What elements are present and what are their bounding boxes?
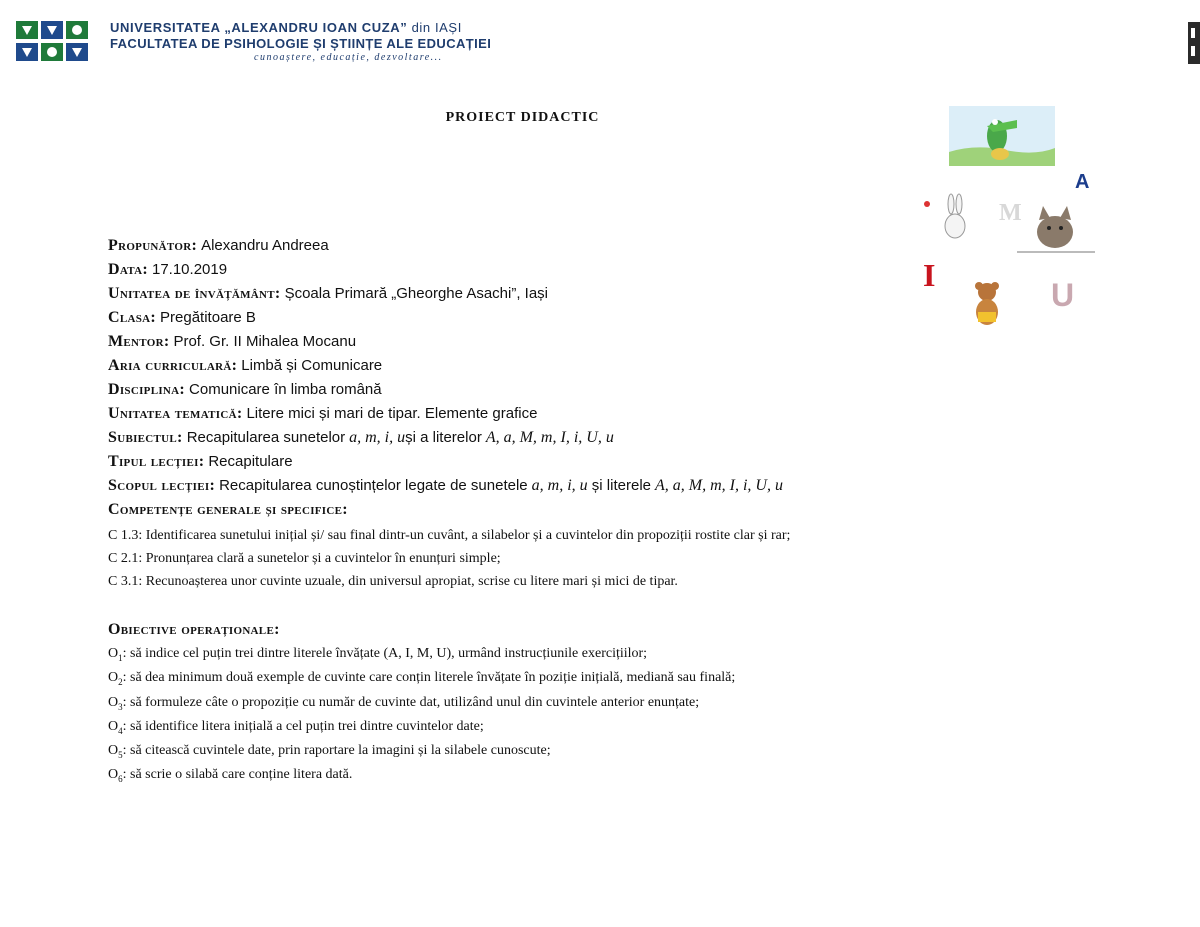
obiectiv-item: $O_4$: să identifice litera inițială a cel puțin trei dintre cuvintelor date; [108, 718, 484, 736]
rabbit-picture-icon [924, 194, 965, 238]
competente-heading: Competențe generale și specifice: [108, 501, 348, 518]
obiectiv-item: $O_1$: să indice cel puțin trei dintre literele învățate (A, I, M, U), urmând instrucțiunile exercițiilor; [108, 646, 648, 663]
field-subiectul: Subiectul: Recapitularea sunetelor a, m, i, uși a literelor A, a, M, m, I, i, U, u [108, 429, 614, 446]
teddy-bear-picture-icon [975, 282, 999, 325]
obiectiv-item: $O_5$: să citească cuvintele date, prin raportare la imagini și la silabele cunoscute; [108, 743, 551, 760]
faculty-motto: cunoaștere, educație, dezvoltare... [254, 52, 443, 63]
letter-a: A [1075, 171, 1090, 193]
competenta-item: C 2.1: Pronunțarea clară a sunetelor și a cuvintelor în enunțuri simple; [108, 551, 501, 566]
letter-m: M [999, 200, 1022, 226]
corner-logo-fragment-icon [1186, 20, 1200, 66]
letter-u: U [1051, 277, 1075, 313]
competente-list [108, 524, 790, 593]
field-clasa: Clasa: Pregătitoare B [108, 309, 256, 326]
obiectiv-item: $O_2$: să dea minimum două exemple de cuvinte care conțin literele învățate în poziție inițială, mediană sau finală; [108, 670, 736, 688]
field-mentor: Mentor: Prof. Gr. II Mihalea Mocanu [108, 333, 357, 350]
field-scopul-lectiei: Scopul lecției: Recapitularea cunoștințelor legate de sunetele a, m, i, u și literele A, a, M, m, I, i, U, u [108, 477, 783, 494]
page-title: PROIECT DIDACTIC [445, 110, 600, 125]
university-name: UNIVERSITATEA „ALEXANDRU IOAN CUZA” din IAȘI [110, 20, 462, 35]
obiective-heading: Obiective operaționale: [108, 621, 280, 638]
field-unitatea-de-invatamant: Unitatea de învățământ: Școala Primară „Gheorghe Asachi”, Iași [108, 285, 549, 302]
university-crest-logo [14, 18, 92, 66]
field-disciplina: Disciplina: Comunicare în limba română [108, 381, 382, 398]
crocodile-picture-icon [949, 106, 1055, 166]
obiectiv-item: $O_6$: să scrie o silabă care conține litera dată. [108, 767, 353, 785]
competenta-item: C 1.3: Identificarea sunetului inițial și/ sau final dintr-un cuvânt, a silabelor și a cuvintelor din propoziții rostite clar și rar; [108, 528, 791, 543]
faculty-name: FACULTATEA DE PSIHOLOGIE ȘI ȘTIINȚE ALE EDUCAȚIEI [110, 36, 492, 51]
letter-i: I [923, 257, 936, 293]
field-tipul-lectiei: Tipul lecției: Recapitulare [108, 453, 293, 470]
field-propunator: Propunător: Alexandru Andreea [108, 237, 329, 254]
field-aria-curriculara: Aria curriculară: Limbă și Comunicare [108, 357, 383, 374]
field-unitatea-tematica: Unitatea tematică: Litere mici și mari de tipar. Elemente grafice [108, 405, 538, 422]
lesson-details [108, 234, 968, 522]
obiectiv-item: $O_3$: să formuleze câte o propoziție cu număr de cuvinte dat, utilizând unul din cuvintele anterior enunțate; [108, 694, 700, 712]
obiective-list [108, 644, 735, 790]
university-header [14, 18, 534, 68]
competenta-item: C 3.1: Recunoașterea unor cuvinte uzuale, din universul apropiat, scrise cu litere mari și mici de tipar. [108, 574, 678, 589]
cat-picture-icon [1017, 206, 1095, 252]
field-data: Data: 17.10.2019 [108, 261, 228, 278]
